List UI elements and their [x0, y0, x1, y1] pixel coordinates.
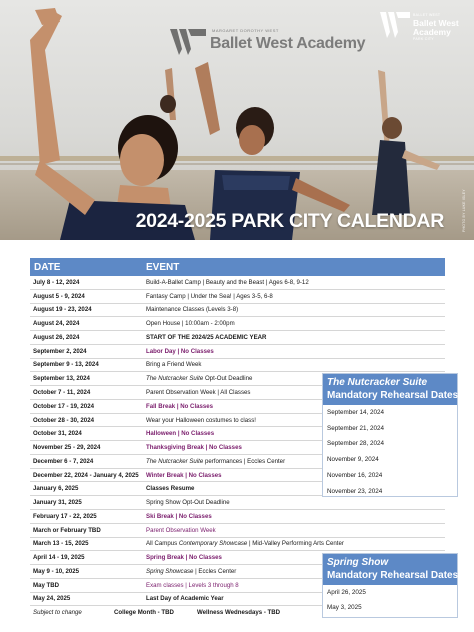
rehearsal-date: September 14, 2024 [327, 409, 385, 416]
spring-show-rehearsal-box [322, 553, 458, 618]
row-date: September 9 - 13, 2024 [33, 361, 99, 369]
rehearsal-date: May 3, 2025 [327, 604, 362, 611]
row-event: START OF THE 2024/25 ACADEMIC YEAR [146, 333, 267, 341]
page-title: 2024-2025 PARK CITY CALENDAR [135, 210, 444, 232]
rehearsal-date: November 23, 2024 [327, 487, 383, 495]
row-event: Open House | 10:00am - 2:00pm [146, 320, 235, 328]
event-column-header: EVENT [146, 261, 180, 273]
row-event: Exam classes | Levels 3 through 8 [146, 581, 239, 589]
row-event: Bring a Friend Week [146, 361, 202, 369]
wall-logo-text: Ballet West Academy [210, 35, 366, 52]
row-date: December 22, 2024 - January 4, 2025 [33, 471, 139, 479]
row-date: August 19 - 23, 2024 [33, 306, 92, 314]
rehearsal-date: April 26, 2025 [327, 589, 366, 596]
table-header [30, 258, 445, 276]
row-event: Spring Break | No Classes [146, 554, 222, 562]
nutcracker-box-title: The Nutcracker Suite [327, 377, 428, 388]
table-row [30, 510, 445, 524]
row-date: August 26, 2024 [33, 333, 80, 341]
hero-photo [0, 0, 474, 240]
photo-credit: PHOTO BY LUKE ISLEY [462, 189, 466, 232]
row-date: May 9 - 10, 2025 [33, 567, 80, 575]
wall-logo-small-text: MARGARET DOROTHY WEST [212, 28, 279, 33]
nutcracker-box-subtitle: Mandatory Rehearsal Dates [327, 390, 459, 401]
row-event-text: Opt-Out Deadline [203, 375, 253, 383]
ballet-west-logo-icon [380, 12, 410, 38]
table-row [30, 276, 445, 290]
row-event-text-after: | Mid-Valley Performing Arts Center [247, 540, 344, 548]
row-event [144, 458, 285, 465]
spring-dates-list [323, 585, 457, 615]
row-event: Thanksgiving Break | No Classes [146, 444, 242, 452]
row-date: May TBD [33, 581, 60, 589]
row-date: January 6, 2025 [33, 485, 79, 493]
nutcracker-dates-list [323, 405, 457, 500]
row-event [144, 375, 252, 382]
logo-line-3: Academy [413, 27, 451, 37]
rehearsal-date: November 16, 2024 [327, 472, 383, 480]
row-date: March or February TBD [33, 526, 101, 534]
row-event: Wear your Halloween costumes to class! [146, 416, 256, 424]
row-event: Winter Break | No Classes [146, 471, 222, 479]
row-event: Last Day of Academic Year [146, 595, 224, 603]
table-row [30, 304, 445, 318]
logo-line-1: BALLET WEST [413, 13, 441, 17]
rehearsal-date: September 21, 2024 [327, 424, 385, 432]
rehearsal-date: September 28, 2024 [327, 440, 385, 448]
row-event [144, 568, 236, 575]
row-event-italic: The Nutcracker Suite [146, 375, 204, 383]
row-date: September 2, 2024 [33, 347, 87, 355]
row-event: Halloween | No Classes [146, 430, 215, 438]
row-event: Maintenance Classes (Levels 3-8) [146, 306, 239, 314]
row-date: August 5 - 9, 2024 [33, 292, 85, 300]
row-date: October 7 - 11, 2024 [33, 389, 91, 396]
table-row [30, 359, 445, 373]
row-event-italic: The Nutcracker Suite [146, 457, 204, 465]
row-event-text: All Campus [146, 540, 179, 548]
table-row [30, 345, 445, 359]
table-row [30, 538, 445, 552]
nutcracker-rehearsal-box [322, 373, 458, 497]
logo-line-2: Ballet West [413, 18, 459, 28]
logo-line-4: PARK CITY [413, 37, 434, 41]
row-date: October 28 - 30, 2024 [33, 416, 94, 424]
row-event-italic: Contemporary Showcase [178, 540, 248, 548]
subject-to-change-note: Subject to change [33, 609, 82, 617]
row-event: Build-A-Ballet Camp | Beauty and the Beast | Ages 6-8, 9-12 [146, 278, 309, 286]
row-date: February 17 - 22, 2025 [33, 512, 97, 520]
table-row [30, 524, 445, 538]
row-event: Fall Break | No Classes [146, 402, 214, 410]
row-date: May 24, 2025 [33, 595, 71, 603]
row-event: Spring Show Opt-Out Deadline [146, 499, 230, 507]
row-date: March 13 - 15, 2025 [33, 540, 89, 548]
rehearsal-date: November 9, 2024 [327, 455, 379, 463]
row-event: Parent Observation Week [146, 526, 216, 534]
date-column-header: DATE [34, 261, 61, 273]
spring-box-header [323, 554, 457, 585]
row-event-text: performances | Eccles Center [203, 457, 286, 465]
row-date: July 8 - 12, 2024 [33, 278, 80, 286]
row-event-text: | Eccles Center [193, 567, 237, 575]
row-date: November 25 - 29, 2024 [33, 444, 101, 452]
table-row [30, 331, 445, 345]
spring-box-title: Spring Show [327, 557, 389, 568]
row-date: January 31, 2025 [33, 499, 82, 507]
wellness-wednesdays-note: Wellness Wednesdays - TBD [197, 609, 281, 617]
row-event: Labor Day | No Classes [146, 347, 214, 355]
table-row [30, 317, 445, 331]
ballet-west-academy-logo [380, 10, 468, 50]
row-date: August 24, 2024 [33, 320, 80, 328]
row-date: April 14 - 19, 2025 [33, 554, 85, 562]
row-event: Fantasy Camp | Under the Sea! | Ages 3-5, 6-8 [146, 292, 273, 300]
college-month-note: College Month - TBD [114, 609, 174, 617]
row-event-italic: Spring Showcase [146, 567, 194, 575]
table-row [30, 290, 445, 304]
row-date: October 17 - 19, 2024 [33, 402, 94, 410]
row-event: Classes Resume [146, 485, 195, 493]
row-date: December 6 - 7, 2024 [33, 457, 94, 465]
row-date: October 31, 2024 [33, 430, 82, 438]
spring-box-subtitle: Mandatory Rehearsal Dates [327, 570, 459, 581]
row-event: Ski Break | No Classes [146, 512, 212, 520]
nutcracker-box-header [323, 374, 457, 405]
row-date: September 13, 2024 [33, 375, 90, 383]
row-event [144, 540, 344, 547]
row-event: Parent Observation Week | All Classes [146, 389, 251, 396]
